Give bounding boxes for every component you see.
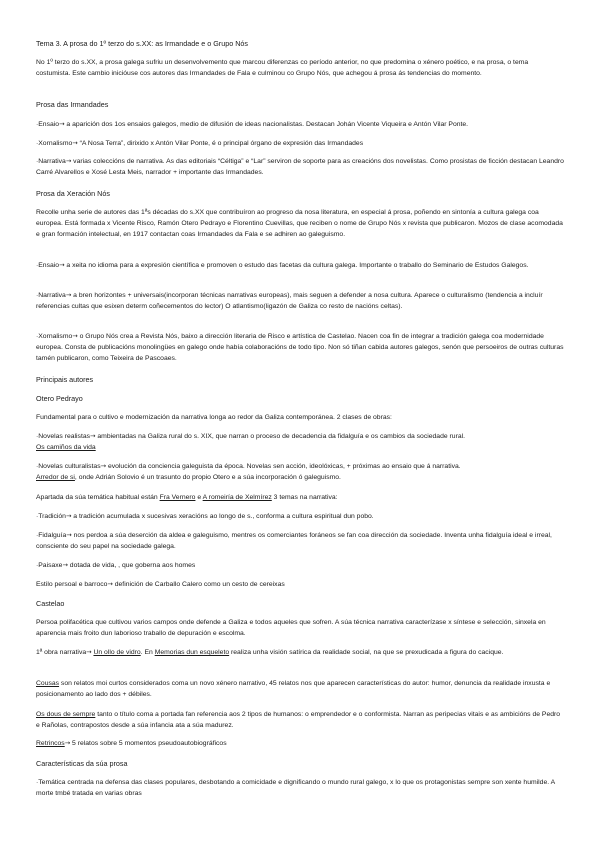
work-title: Un ollo de vidro <box>93 649 141 656</box>
arrow-right-icon: → <box>72 332 78 340</box>
work-title: Memorias dun esqueleto <box>154 649 230 656</box>
arrow-right-icon: → <box>65 157 72 165</box>
arrow-right-icon: → <box>64 739 71 747</box>
arrow-right-icon: → <box>59 261 65 269</box>
arrow-right-icon: → <box>65 291 72 299</box>
nos-narrativa: ·Narrativa→ a bren horizontes + universais(incorporan técnicas narrativas europeas), mais seguen a defender a nosa cultura. Aparece o culturalismo (tendencia a incluír referencias cultas que esixen determ coñecementos do lector) O atlantismo(ligazón de Galiza co resto de nacións celtas). <box>36 291 543 310</box>
intro-paragraph: No 1º terzo do s.XX, a prosa galega sufriu un desenvolvemento que marcou diferenzas co período anterior, no que predomina o xénero poético, e na prosa, o tema costumista. Este cambio inicióuse cos autores das Irmandades de Fala e culminou co Grupo Nós, que achegou á prosa ás tendencias do momento. <box>36 59 529 77</box>
section-heading-nos: Prosa da Xeración Nós <box>36 189 110 198</box>
document-title: Tema 3. A prosa do 1º terzo do s.XX: as Irmandade e o Grupo Nós <box>36 39 248 48</box>
work-title: Fra Vernero <box>159 494 196 501</box>
nos-intro-paragraph: Recolle unha serie de autores das 1ªs décadas do s.XX que contribuíron ao progreso da nosa literatura, en especial á prosa, poñendo en sintonía a cultura galega coa europea. Está formada x Vicente Risco, Ramón Otero Pedrayo e Florentino Cuevillas, que reciben o nome de Grupo Nós x revista que publicaron. Mozos de clase acomodada e gran formación intelectual, en 1917 contactan coas Irmandades da Fala e se adhiren ao galeguismo. <box>36 209 563 238</box>
castelao-primeira-obra: 1ª obra narrativa→ Un ollo de vidro. En Memorias dun esqueleto realiza unha visión satírica da realidade social, na que se prexudicada a figura do cacique. <box>36 648 504 656</box>
work-title: Arredor de si <box>36 474 75 481</box>
work-title: Os camiños da vida <box>36 444 96 451</box>
work-title: Os dous de sempre <box>36 711 96 718</box>
castelao-caracteristicas: ·Temática centrada na defensa das clases populares, desbotando a comicidade e dignificando o mundo rural galego, x lo que os protagonistas sempre son xente humilde. A morte tmbé tratada en varias obras <box>36 779 555 797</box>
castelao-caracteristicas-heading: Características da súa prosa <box>36 759 128 768</box>
otero-novelas-realistas: ·Novelas realistas→ ambientadas na Galiza rural do s. XIX, que narran o proceso de decadencia da fidalguía e os cambios da sociedade rural. Os camiños da vida <box>36 432 466 451</box>
arrow-right-icon: → <box>86 648 92 656</box>
irmandades-xornalismo: ·Xornalismo→ “A Nosa Terra”, dirixido x Antón Vilar Ponte, é o principal órgano de expresión das Irmandades <box>36 139 364 147</box>
arrow-right-icon: → <box>107 580 113 588</box>
arrow-right-icon: → <box>65 512 72 520</box>
castelao-retrincos: Retrincos→ 5 relatos sobre 5 momentos pseudoautobiográficos <box>36 739 227 747</box>
section-heading-irmandades: Prosa das Irmandades <box>36 100 109 109</box>
otero-tradicion: ·Tradición→ a tradición acumulada x sucesivas xeracións ao longo de s., conforma a cultura espiritual dun pobo. <box>36 512 374 520</box>
work-title: Retrincos <box>36 740 65 747</box>
section-heading-autores: Principais autores <box>36 375 94 384</box>
castelao-os-dous-de-sempre: Os dous de sempre tanto o título coma a portada fan referencia aos 2 tipos de humanos: o emprendedor e o conformista. Narran as peripecias vitais e as ambicións de Pedro e Rañolas, contrapostos desde a súa infancia ata a súa madurez. <box>36 711 561 729</box>
otero-fundamental: Fundamental para o cultivo e modernización da narrativa longa ao redor da Galiza contemporánea. 2 clases de obras: <box>36 414 392 421</box>
castelao-cousas: Cousas son relatos moi curtos considerados coma un novo xénero narrativo, 45 relatos nos que aparecen características do autor: humor, denuncia da realidade inxusta e posicionamento ao lado dos + débiles. <box>36 680 551 698</box>
work-title: Cousas <box>36 680 60 687</box>
work-title: A romeiría de Xelmírez <box>202 494 272 501</box>
arrow-right-icon: → <box>100 462 107 470</box>
author-heading-otero: Otero Pedrayo <box>36 394 83 403</box>
arrow-right-icon: → <box>90 432 96 440</box>
arrow-right-icon: → <box>59 120 65 128</box>
otero-paisaxe: ·Paisaxe→ dotada de vida, , que goberna aos homes <box>36 561 196 569</box>
nos-ensaio: ·Ensaio→ a xeita no idioma para a expresión científica e promoven o estudo das facetas da cultura galega. Importante o traballo do Seminario de Estudos Galegos. <box>36 261 529 269</box>
irmandades-narrativa: ·Narrativa→ varias coleccións de narrativa. As das editoriais “Céltiga” e “Lar” serviron de soporte para as creacións dos novelistas. Como prosistas de ficción destacan Leandro Carré Alvarellos e Xosé Lesta Meis, narrador + importante das Irmandades. <box>36 157 564 176</box>
otero-estilo: Estilo persoal e barroco→ definición de Carballo Calero como un cesto de cereixas <box>36 580 285 588</box>
irmandades-ensaio: ·Ensaio→ a aparición dos 1os ensaios galegos, medio de difusión de ideas nacionalistas. Destacan Johán Vicente Viqueira e Antón Vilar Ponte. <box>36 120 469 128</box>
otero-fidalguia: ·Fidalguía→ nos perdoa a súa deserción da aldea e galeguismo, mentres os comerciantes foráneos se fan coa dirección da sociedade. Inventa unha fidalguía ideal e irreal, consciente do seu papel na sociedade galega. <box>36 531 552 550</box>
castelao-intro: Persoa polifacética que cultivou varios campos onde defende a Galiza e todos aqueles que sofren. A súa técnica narrativa caracterízase x síntese e selección, sinxela en aparencia mais froito dun laborioso traballo de depuración e escolma. <box>36 619 546 637</box>
otero-apartada: Apartada da súa temática habitual están Fra Vernero e A romeiría de Xelmírez 3 temas na narrativa: <box>36 494 338 501</box>
otero-novelas-culturalistas: ·Novelas culturalistas→ evolución da conciencia galeguista da época. Novelas sen acción, ideolóxicas, + próximas ao ensaio que á narrativa. Arredor de si, onde Adrián Solovio é un trasunto do propio Otero e a súa incorporación ó galeguismo. <box>36 462 461 481</box>
author-heading-castelao: Castelao <box>36 599 65 608</box>
arrow-right-icon: → <box>66 531 72 539</box>
arrow-right-icon: → <box>72 139 78 147</box>
arrow-right-icon: → <box>62 561 68 569</box>
nos-xornalismo: ·Xornalismo→ o Grupo Nós crea a Revista Nós, baixo a dirección literaria de Risco e artística de Castelao. Nacen coa fin de integrar a tradición galega coa modernidade europea. Consta de publicacións monolingües en galego onde había colaboracións de todo tipo. Non só tiñan cabida autores galegos, senón que persoeiros de outras culturas tamén publicaron, como Teixeira de Pascoaes. <box>36 332 564 362</box>
